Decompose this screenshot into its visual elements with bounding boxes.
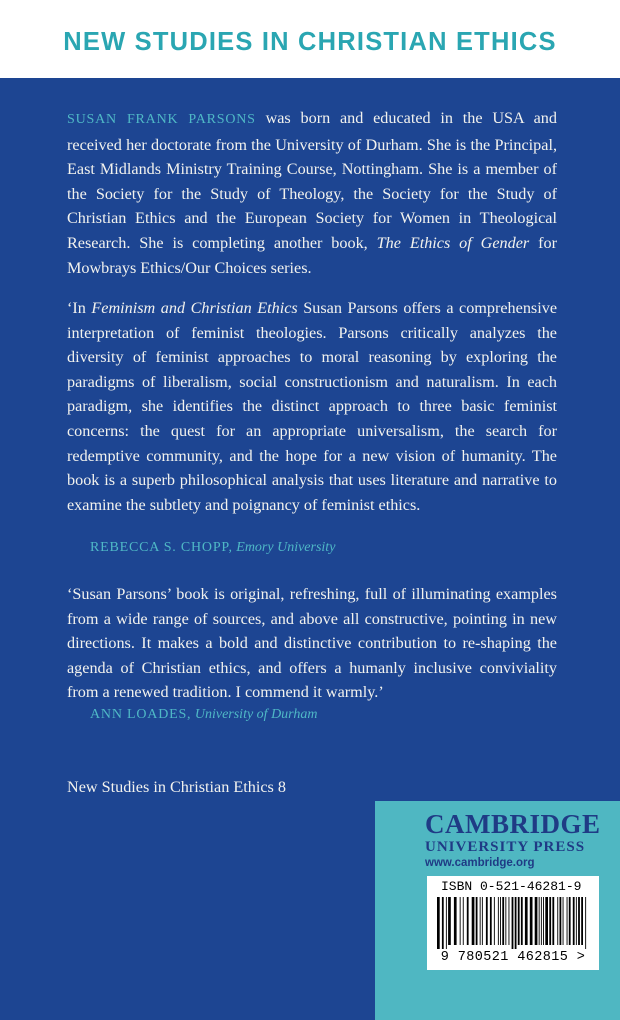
bio-text-1: was born and educated in the USA and received her doctorate from the University of Durham. She is the Principal, East Midlands Ministry Training Course, Nottingham. She is a member of the Society for the Study of Theology, the Society for the Study of Christian Ethics and the European Society for Women in Theological Research. She is completing another book,: [67, 109, 557, 252]
barcode-bar: [454, 897, 457, 945]
barcode-bar: [539, 897, 540, 945]
review-quote-2: [67, 582, 557, 705]
quote1-institution: Emory University: [236, 540, 336, 555]
publisher-logo: CAMBRIDGE: [425, 809, 601, 839]
isbn-label: ISBN 0-521-46281-9: [441, 879, 582, 894]
barcode-bar: [505, 897, 506, 945]
barcode-bar: [494, 897, 495, 945]
barcode-bar: [569, 897, 571, 945]
series-title: NEW STUDIES IN CHRISTIAN ETHICS: [63, 28, 557, 56]
bio-text-2: for Mowbrays Ethics/Our Choices series.: [67, 233, 558, 277]
barcode-bar: [509, 897, 510, 945]
quote2-author: ANN LOADES,: [90, 707, 192, 722]
barcode-bar: [437, 897, 440, 949]
barcode-bar: [573, 897, 575, 945]
publisher-panel: [375, 801, 620, 1020]
barcode-bar: [480, 897, 481, 945]
ean-digits: 9 780521 462815 >: [440, 950, 586, 965]
barcode-bar: [460, 897, 461, 945]
quote1-text: Susan Parsons offers a comprehensive interpretation of feminist theologies. Parsons critically analyzes the diversity of feminist approaches to moral reasoning by exploring the paradigms of liberalism, social constructionism and naturalism. In each paradigm, she identifies the distinct approach to three basic feminist concerns: the quest for an appropriate universalism, the search for redemptive community, and the hope for a new vision of humanity. The book is a superb philosophical analysis that uses literature and narrative to examine the subtlety and poignancy of feminist ethics.: [67, 299, 558, 514]
quote1-attribution: [90, 540, 335, 556]
barcode-bar: [560, 897, 562, 945]
barcode-bar: [525, 897, 528, 945]
barcode-bar: [557, 897, 558, 945]
publisher-subname: UNIVERSITY PRESS: [425, 839, 586, 855]
barcode-bar: [498, 897, 499, 945]
barcode-bar: [512, 897, 514, 949]
barcode-bar: [578, 897, 580, 945]
quote1-book-title: Feminism and Christian Ethics: [91, 299, 298, 317]
barcode-bar: [463, 897, 464, 945]
quote1-open: ‘In: [67, 299, 92, 317]
barcode-bar: [490, 897, 492, 945]
author-bio: [67, 106, 557, 280]
barcode-bar: [552, 897, 554, 945]
barcode: [427, 876, 599, 970]
quote1-author: REBECCA S. CHOPP,: [90, 540, 233, 555]
barcode-bar: [518, 897, 520, 945]
barcode-bar: [448, 897, 451, 945]
series-header: [0, 0, 620, 78]
barcode-bar: [576, 897, 577, 945]
barcode-bar: [563, 897, 564, 945]
barcode-bar: [515, 897, 517, 949]
barcode-bar: [467, 897, 469, 945]
barcode-bar: [541, 897, 542, 945]
barcode-bar: [442, 897, 444, 949]
barcode-bar: [472, 897, 475, 945]
review-quote-1: [67, 296, 557, 517]
barcode-bar: [446, 897, 447, 949]
series-number: New Studies in Christian Ethics 8: [67, 778, 286, 796]
bio-book-title: The Ethics of Gender: [376, 233, 530, 252]
barcode-bar: [581, 897, 583, 945]
quote2-attribution: [90, 707, 317, 723]
barcode-bar: [502, 897, 504, 945]
barcode-bar: [545, 897, 548, 945]
quote2-institution: University of Durham: [194, 707, 318, 722]
barcode-bar: [500, 897, 501, 945]
barcode-bar: [543, 897, 544, 945]
quote2-text: ‘Susan Parsons’ book is original, refreshing, full of illuminating examples from a wide range of sources, and above all constructive, pointing in new directions. It makes a bold and distinctive contribution to re-shaping the agenda of Christian ethics, and offers a humanly inclusive conviviality from a renewed tradition. I commend it warmly.’: [67, 585, 557, 702]
barcode-bars: [435, 897, 591, 949]
barcode-bar: [567, 897, 568, 945]
barcode-bar: [486, 897, 488, 945]
barcode-bar: [530, 897, 533, 945]
barcode-bar: [535, 897, 538, 945]
publisher-url: www.cambridge.org: [425, 857, 535, 869]
author-name: SUSAN FRANK PARSONS: [67, 112, 256, 127]
barcode-bar: [482, 897, 483, 945]
barcode-bar: [549, 897, 551, 945]
barcode-bar: [585, 897, 586, 949]
barcode-bar: [521, 897, 523, 945]
barcode-bar: [476, 897, 478, 945]
